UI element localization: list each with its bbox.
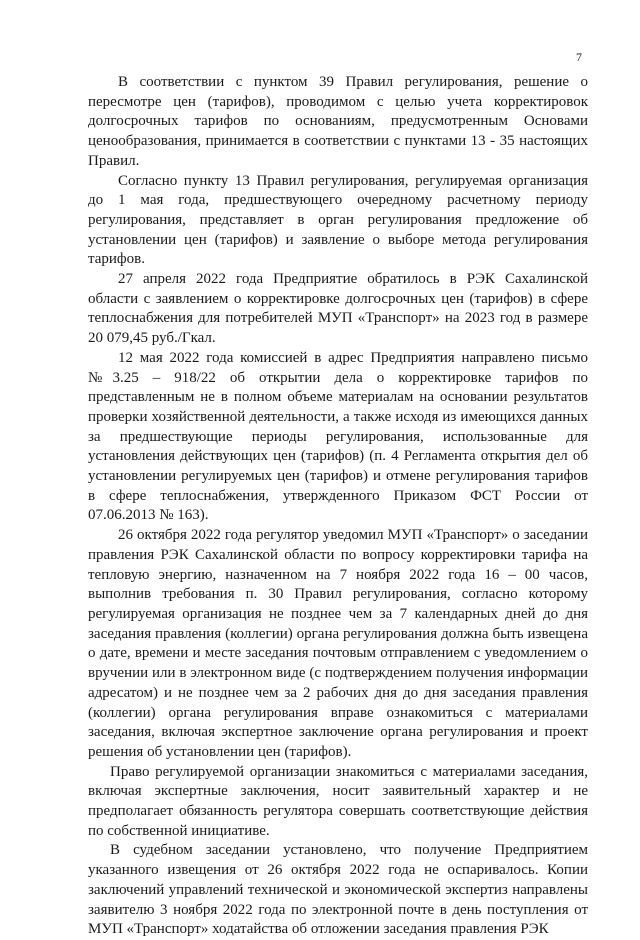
- paragraph-right-to-review: Право регулируемой организации знакомиться с материалами заседания, включая экспертные заключения, носит заявительный характер и не предполагает обязанность регулятора совершать соответствующие действия по собственной инициативе.: [88, 763, 588, 839]
- paragraph-april-application: 27 апреля 2022 года Предприятие обратилось в РЭК Сахалинской области с заявлением о корректировке долгосрочных цен (тарифов) в сфере теплоснабжения для потребителей МУП «Транспорт» на 2023 год в размере 20 079,45 руб./Гкал.: [88, 271, 588, 347]
- page-number: 7: [576, 50, 582, 64]
- paragraph-october-notice: 26 октября 2022 года регулятор уведомил МУП «Транспорт» о заседании правления РЭК Сахалинской области по вопросу корректировки тарифа на тепловую энергию, назначенном на 7 ноября 2022 года 16 – 00 часов, выполнив требования п. 30 Правил регулирования, согласно которому регулируемая организация не позднее чем за 7 календарных дней до дня заседания правления (коллегии) органа регулирования должна быть извещена о дате, времени и месте заседания почтовым отправлением с уведомлением о вручении или в электронном виде (с подтверждением получения информации адресатом) и не позднее чем за 2 рабочих дня до дня заседания правления (коллегии) органа регулирования вправе ознакомиться с материалами заседания, включая экспертное заключение органа регулирования и проект решения об установлении цен (тарифов).: [88, 527, 588, 760]
- paragraph-may-letter: 12 мая 2022 года комиссией в адрес Предприятия направлено письмо №3.25 – 918/22 об открытии дела о корректировке тарифов по представленным не в полном объеме материалам на основании результатов проверки хозяйственной деятельности, а также исходя из имеющихся данных за предшествующие периоды регулирования, использованные для установления действующих цен (тарифов) (п. 4 Регламента открытия дел об установлении регулируемых цен (тарифов) и отмене регулирования тарифов в сфере теплоснабжения, утвержденного Приказом ФСТ России от 07.06.2013 № 163).: [88, 349, 588, 524]
- paragraph-rule-13: Согласно пункту 13 Правил регулирования, регулируемая организация до 1 мая года, предшествующего очередному расчетному периоду регулирования, представляет в орган регулирования предложение об установлении цен (тарифов) и заявление о выборе метода регулирования тарифов.: [88, 172, 588, 268]
- paragraph-rule-39: В соответствии с пунктом 39 Правил регулирования, решение о пересмотре цен (тарифов), проводимом с целью учета корректировок долгосрочных тарифов по основаниям, предусмотренным Основами ценообразования, принимается в соответствии с пунктами 13 - 35 настоящих Правил.: [88, 74, 588, 169]
- document-body: [88, 73, 588, 940]
- paragraph-court-findings: В судебном заседании установлено, что получение Предприятием указанного извещения от 26 октября 2022 года не оспаривалось. Копии заключений управлений технической и экономической экспертиз направлены заявителю 3 ноября 2022 года по электронной почте в день поступления от МУП «Транспорт» ходатайства об отложении заседания правления РЭК: [88, 842, 588, 938]
